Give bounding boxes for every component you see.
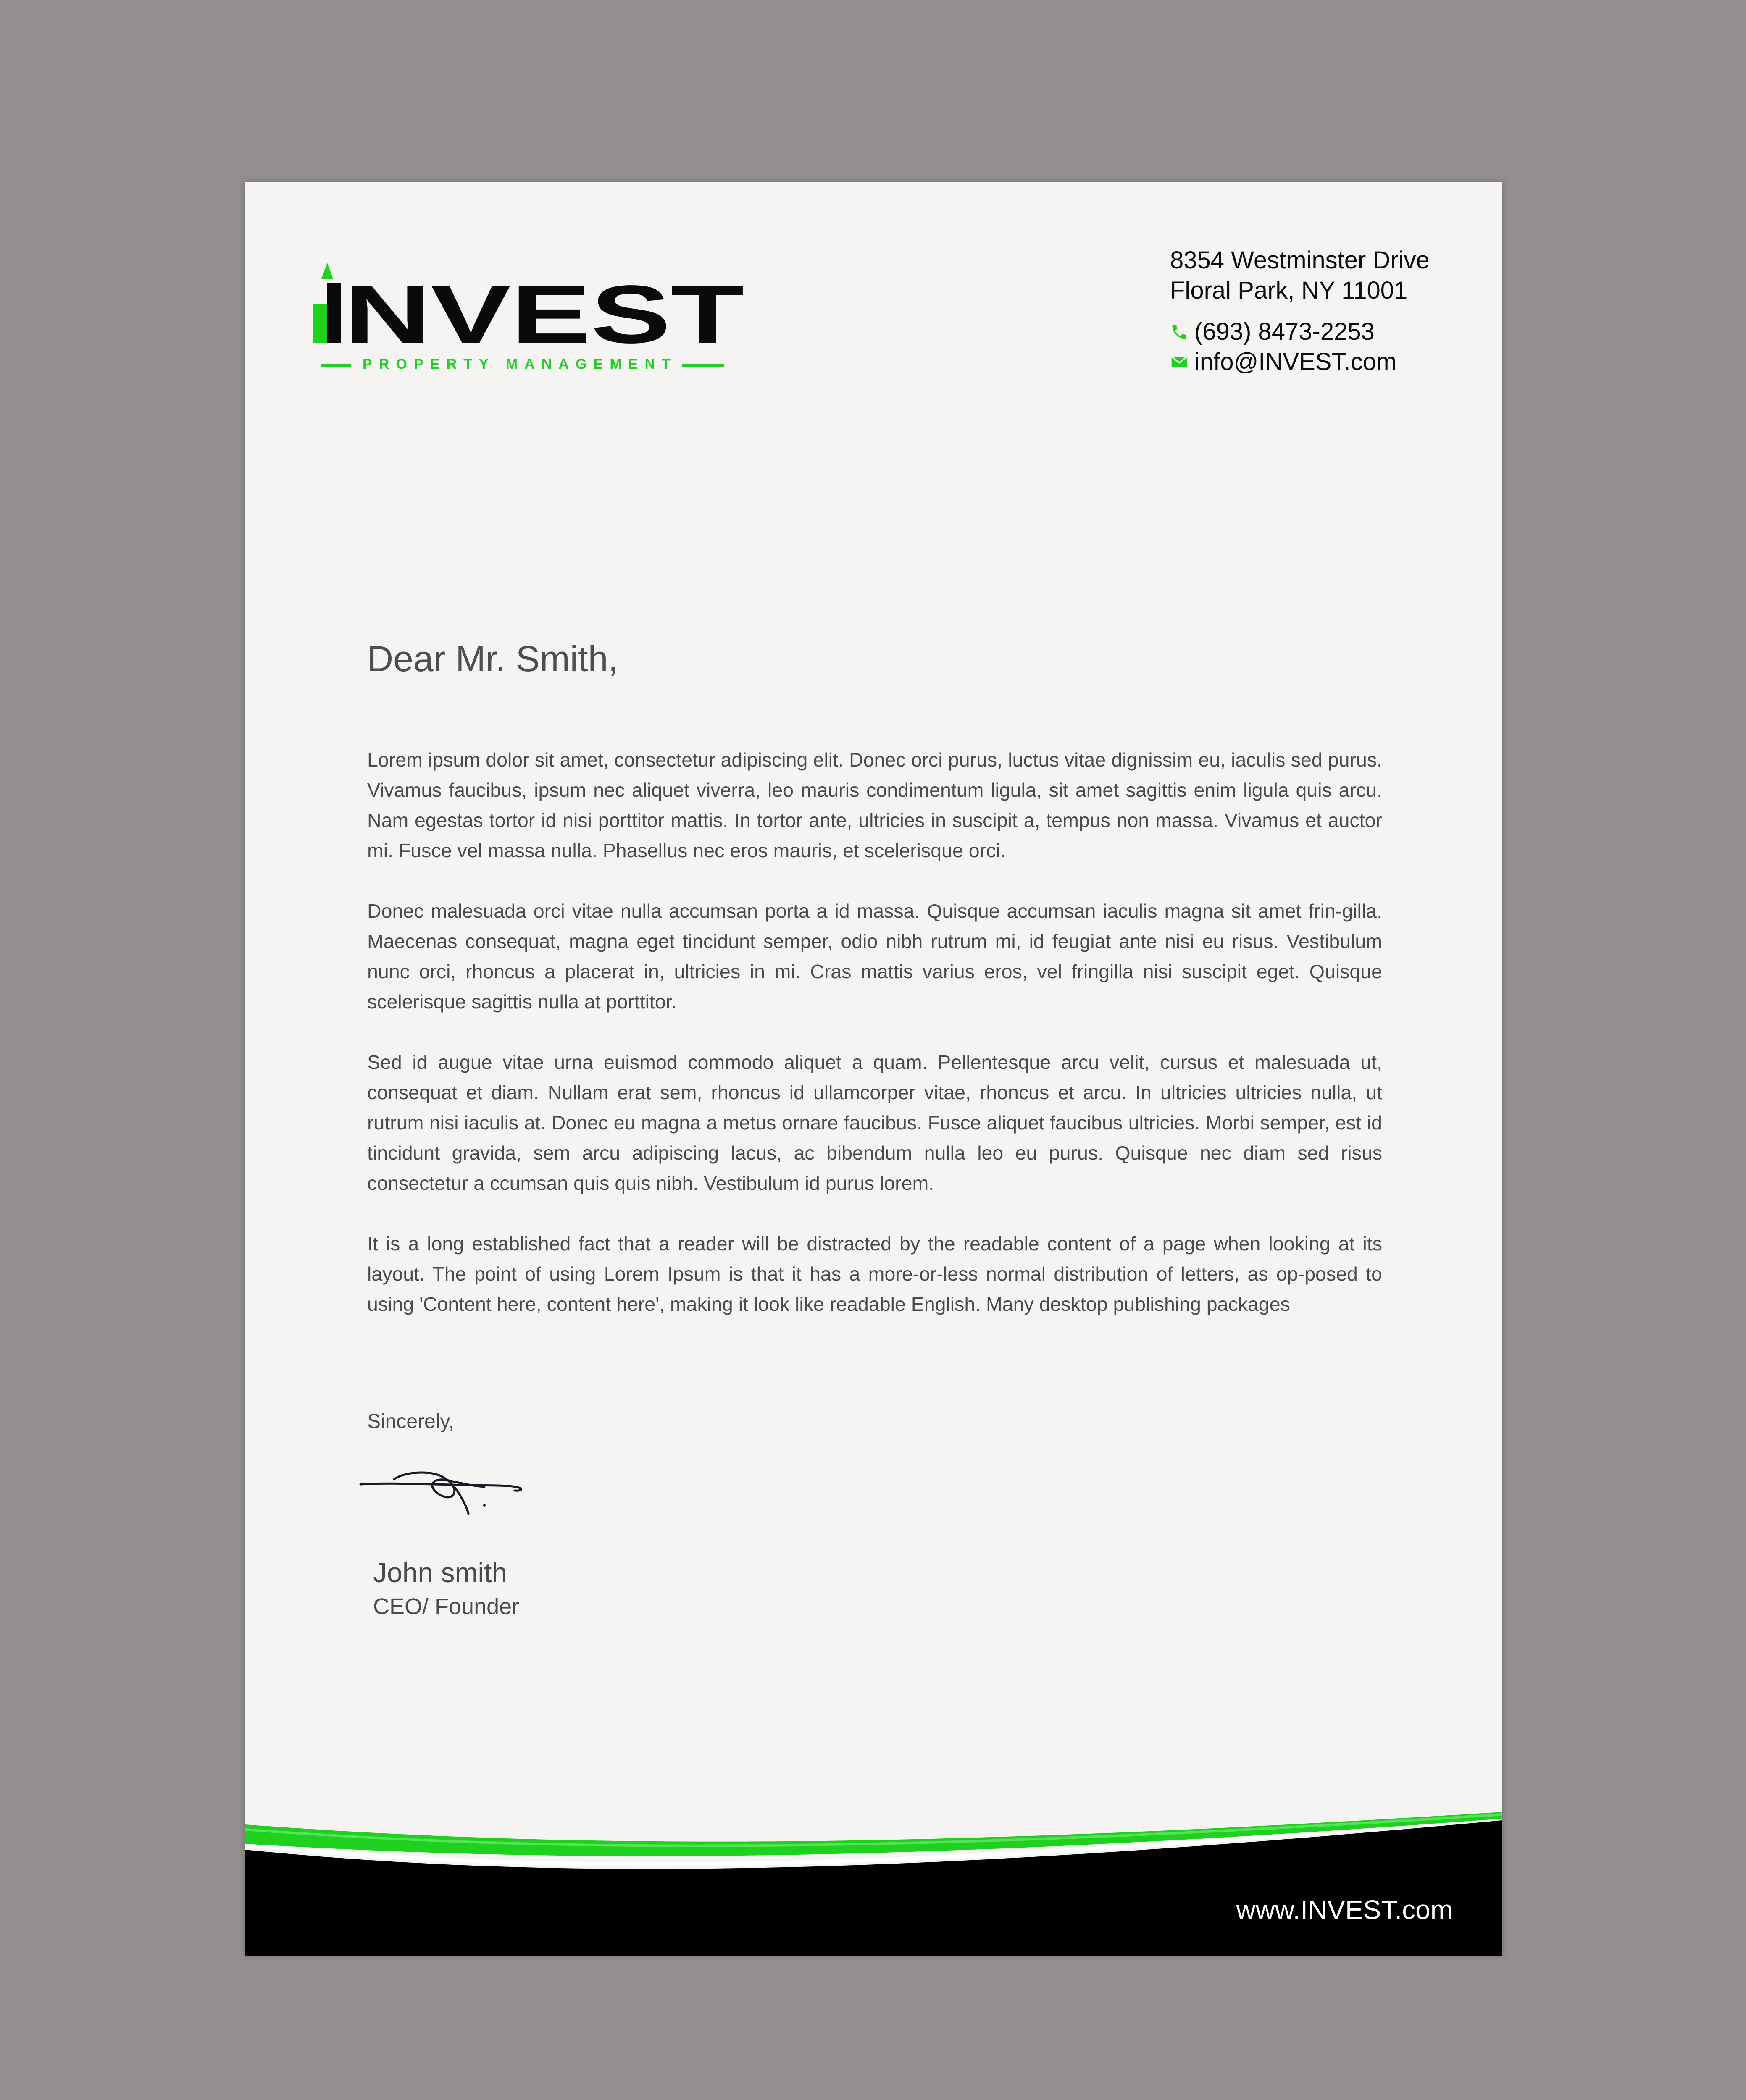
- signer-title: CEO/ Founder: [373, 1594, 520, 1619]
- paragraph: Donec malesuada orci vitae nulla accumsan porta a id massa. Quisque accumsan iaculis magna sit amet frin-gilla. Maecenas consequat, magna eget tincidunt semper, odio nibh rutrum mi, id feugiat ante nisi eu risus. Vestibulum nunc orci, rhoncus a placerat in, ultricies in mi. Cras mattis varius eros, vel fringilla nisi suscipit eget. Quisque scelerisque sagittis nulla at porttitor.: [367, 900, 1382, 1013]
- logo-i-arrow-icon: [321, 263, 333, 279]
- letter-body: [367, 745, 1382, 1349]
- email-row: [1170, 347, 1489, 377]
- address-line-1: 8354 Westminster Drive: [1170, 247, 1430, 274]
- envelope-icon: [1170, 353, 1189, 371]
- paragraph: It is a long established fact that a reader will be distracted by the readable content of a page when looking at its layout. The point of using Lorem Ipsum is that it has a more-or-less normal distribution of letters, as op-posed to using 'Content here, content here', making it look like readable English. Many desktop publishing packages: [367, 1233, 1382, 1315]
- handwritten-signature: [358, 1455, 535, 1518]
- footer-wave: [245, 1812, 1502, 1956]
- footer-website: www.INVEST.com: [1236, 1895, 1453, 1925]
- paragraph: Lorem ipsum dolor sit amet, consectetur adipiscing elit. Donec orci purus, luctus vitae dignissim eu, iaculis sed purus. Vivamus faucibus, ipsum nec aliquet viverra, leo mauris condimentum ligula, sit amet sagittis enim ligula quis arcu. Nam egestas tortor id nisi porttitor mattis. In tortor ante, ultricies in suscipit a, tempus non massa. Vivamus et auctor mi. Fusce vel massa nulla. Phasellus nec eros mauris, et scelerisque orci.: [367, 749, 1382, 861]
- address-line-2: Floral Park, NY 11001: [1170, 277, 1408, 304]
- phone-number: (693) 8473-2253: [1194, 318, 1375, 345]
- logo-word: NVEST: [344, 268, 744, 360]
- letterhead-page: [245, 182, 1502, 1956]
- email-address: info@INVEST.com: [1194, 348, 1397, 375]
- closing: Sincerely,: [367, 1410, 455, 1433]
- contact-block: [1170, 245, 1489, 377]
- phone-row: [1170, 317, 1489, 347]
- logo-i-stem-green: [313, 304, 327, 343]
- invest-logo: [313, 258, 754, 375]
- greeting: Dear Mr. Smith,: [367, 639, 618, 679]
- paragraph: Sed id augue vitae urna euismod commodo aliquet a quam. Pellentesque arcu velit, cursus et malesuada ut, consequat et diam. Nullam erat sem, rhoncus id ullamcorper vitae, rhoncus et arcu. In ultricies ultricies nulla, ut rutrum nisi iaculis at. Donec eu magna a metus ornare faucibus. Fusce aliquet faucibus ultricies. Morbi semper, est id tincidunt gravida, sem arcu adipiscing lacus, ac bibendum nulla leo eu purus. Quisque nec diam sed risus consectetur a ccumsan quis quis nibh. Vestibulum id purus lorem.: [367, 1051, 1382, 1194]
- tagline-rule-left: [321, 364, 351, 367]
- tagline-rule-right: [682, 364, 724, 367]
- signer-name: John smith: [373, 1557, 507, 1588]
- logo-tagline: PROPERTY MANAGEMENT: [363, 356, 671, 372]
- logo-i-stem-black: [327, 283, 341, 343]
- phone-icon: [1170, 323, 1189, 341]
